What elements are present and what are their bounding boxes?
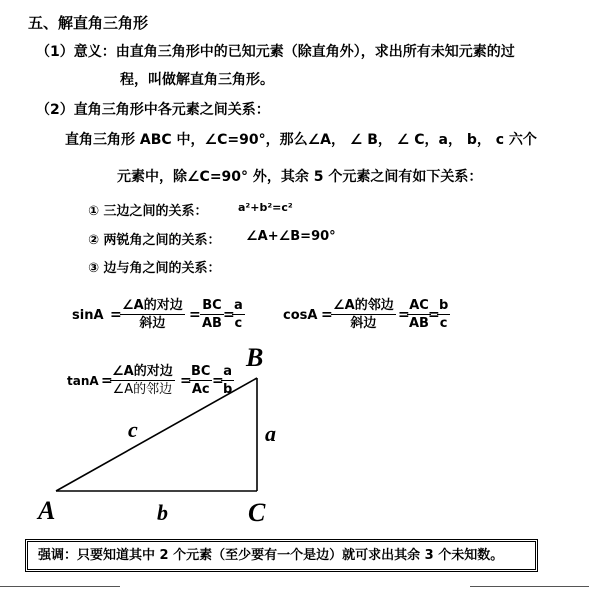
numerator: a bbox=[223, 364, 233, 379]
side-c bbox=[56, 378, 257, 491]
side-label-a: a bbox=[265, 421, 276, 446]
numerator: BC bbox=[202, 298, 222, 313]
equals-sign: = bbox=[180, 373, 192, 389]
cos-lhs: cosA bbox=[283, 308, 318, 323]
denominator: c bbox=[439, 316, 448, 331]
equals-sign: = bbox=[428, 307, 440, 323]
denominator: AB bbox=[202, 316, 222, 331]
side-label-b: b bbox=[157, 500, 168, 525]
equals-sign: = bbox=[212, 373, 224, 389]
numerator: a bbox=[234, 298, 243, 313]
relation-1-label: ① 三边之间的关系： bbox=[88, 204, 208, 219]
numerator: ∠A的邻边 bbox=[333, 298, 394, 313]
equals-sign: = bbox=[398, 307, 410, 323]
relations-line-1: 直角三角形 ABC 中，∠C=90°，那么∠A， ∠ B， ∠ C，a， b， c 六个 bbox=[65, 132, 537, 148]
section-title: 五、解直角三角形 bbox=[28, 14, 149, 32]
denominator: b bbox=[223, 382, 233, 397]
relation-2-label: ② 两锐角之间的关系： bbox=[88, 233, 221, 248]
relation-2-formula: ∠A+∠B=90° bbox=[246, 229, 336, 244]
vertex-label-a: A bbox=[38, 496, 56, 525]
denominator: Ac bbox=[191, 382, 210, 397]
side-label-c: c bbox=[128, 417, 138, 442]
meaning-line-1: （1）意义：由直角三角形中的已知元素（除直角外），求出所有未知元素的过 bbox=[36, 44, 515, 60]
equals-sign: = bbox=[321, 307, 333, 323]
relation-1-formula: a²+b²=c² bbox=[238, 201, 293, 214]
vertex-label-c: C bbox=[248, 498, 266, 527]
equals-sign: = bbox=[110, 307, 122, 323]
denominator: 斜边 bbox=[139, 316, 166, 331]
denominator: c bbox=[234, 316, 243, 331]
denominator: AB bbox=[409, 316, 429, 331]
equals-sign: = bbox=[101, 373, 113, 389]
denominator: 斜边 bbox=[350, 316, 377, 331]
relations-heading: （2）直角三角形中各元素之间关系： bbox=[36, 102, 270, 118]
denominator: ∠A的邻边 bbox=[112, 382, 173, 397]
relation-3-label: ③ 边与角之间的关系： bbox=[88, 261, 221, 276]
emphasis-note-text: 强调：只要知道其中 2 个元素（至少要有一个是边）就可求出其余 3 个未知数。 bbox=[38, 548, 504, 563]
bottom-divider-right bbox=[470, 586, 589, 587]
equals-sign: = bbox=[189, 307, 201, 323]
emphasis-note bbox=[25, 539, 538, 572]
numerator: b bbox=[439, 298, 449, 313]
relations-line-2: 元素中，除∠C=90° 外，其余 5 个元素之间有如下关系： bbox=[117, 169, 483, 185]
numerator: ∠A的对边 bbox=[122, 298, 183, 313]
vertex-label-b: B bbox=[246, 343, 264, 372]
bottom-divider-left bbox=[0, 586, 120, 587]
sin-lhs: sinA bbox=[72, 308, 104, 323]
numerator: AC bbox=[409, 298, 429, 313]
numerator: BC bbox=[191, 364, 211, 379]
tan-lhs: tanA bbox=[67, 374, 99, 388]
meaning-line-2: 程，叫做解直角三角形。 bbox=[120, 72, 274, 88]
equals-sign: = bbox=[223, 307, 235, 323]
numerator: ∠A的对边 bbox=[112, 364, 173, 379]
